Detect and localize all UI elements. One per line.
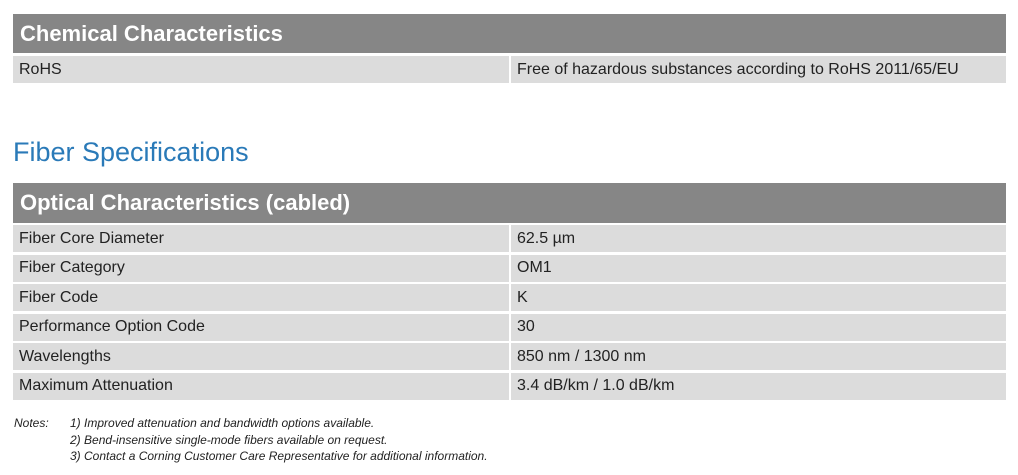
fiber-category-value: OM1: [509, 255, 1006, 282]
note-text: Bend-insensitive single-mode fibers available on request.: [84, 432, 388, 447]
table-row: [13, 255, 1006, 282]
fiber-specifications-heading: Fiber Specifications: [13, 137, 249, 167]
note-item: [70, 432, 488, 449]
notes-label: Notes:: [14, 416, 49, 430]
note-item: [70, 448, 488, 465]
rohs-label: RoHS: [19, 60, 62, 78]
fiber-code-value: K: [509, 284, 1006, 311]
maximum-attenuation-label: Maximum Attenuation: [19, 377, 173, 395]
table-row: [13, 343, 1006, 370]
note-number: 2): [70, 432, 81, 447]
optical-characteristics-table: [13, 225, 1006, 403]
wavelengths-label: Wavelengths: [19, 347, 111, 365]
rohs-value: Free of hazardous substances according to RoHS 2011/65/EU: [509, 56, 1006, 83]
fiber-category-label: Fiber Category: [19, 259, 125, 277]
note-text: Contact a Corning Customer Care Representative for additional information.: [84, 449, 488, 463]
note-item: [70, 415, 488, 432]
table-row: [13, 225, 1006, 252]
fiber-code-label: Fiber Code: [19, 288, 99, 306]
wavelengths-value: 850 nm / 1300 nm: [509, 343, 1006, 370]
optical-characteristics-header: Optical Characteristics (cabled): [13, 183, 1006, 223]
performance-option-code-label: Performance Option Code: [19, 318, 205, 336]
performance-option-code-value: 30: [509, 314, 1006, 341]
chemical-characteristics-table: [13, 56, 1006, 86]
note-number: 1): [70, 416, 81, 430]
fiber-core-diameter-value: 62.5 µm: [509, 225, 1006, 252]
table-row: [13, 56, 1006, 83]
maximum-attenuation-value: 3.4 dB/km / 1.0 dB/km: [509, 373, 1006, 400]
table-row: [13, 314, 1006, 341]
table-row: [13, 373, 1006, 400]
note-number: 3): [70, 449, 81, 463]
table-row: [13, 284, 1006, 311]
notes-list: [70, 415, 488, 465]
chemical-characteristics-header: Chemical Characteristics: [13, 14, 1006, 53]
note-text: Improved attenuation and bandwidth options available.: [84, 416, 375, 430]
fiber-core-diameter-label: Fiber Core Diameter: [19, 229, 164, 247]
